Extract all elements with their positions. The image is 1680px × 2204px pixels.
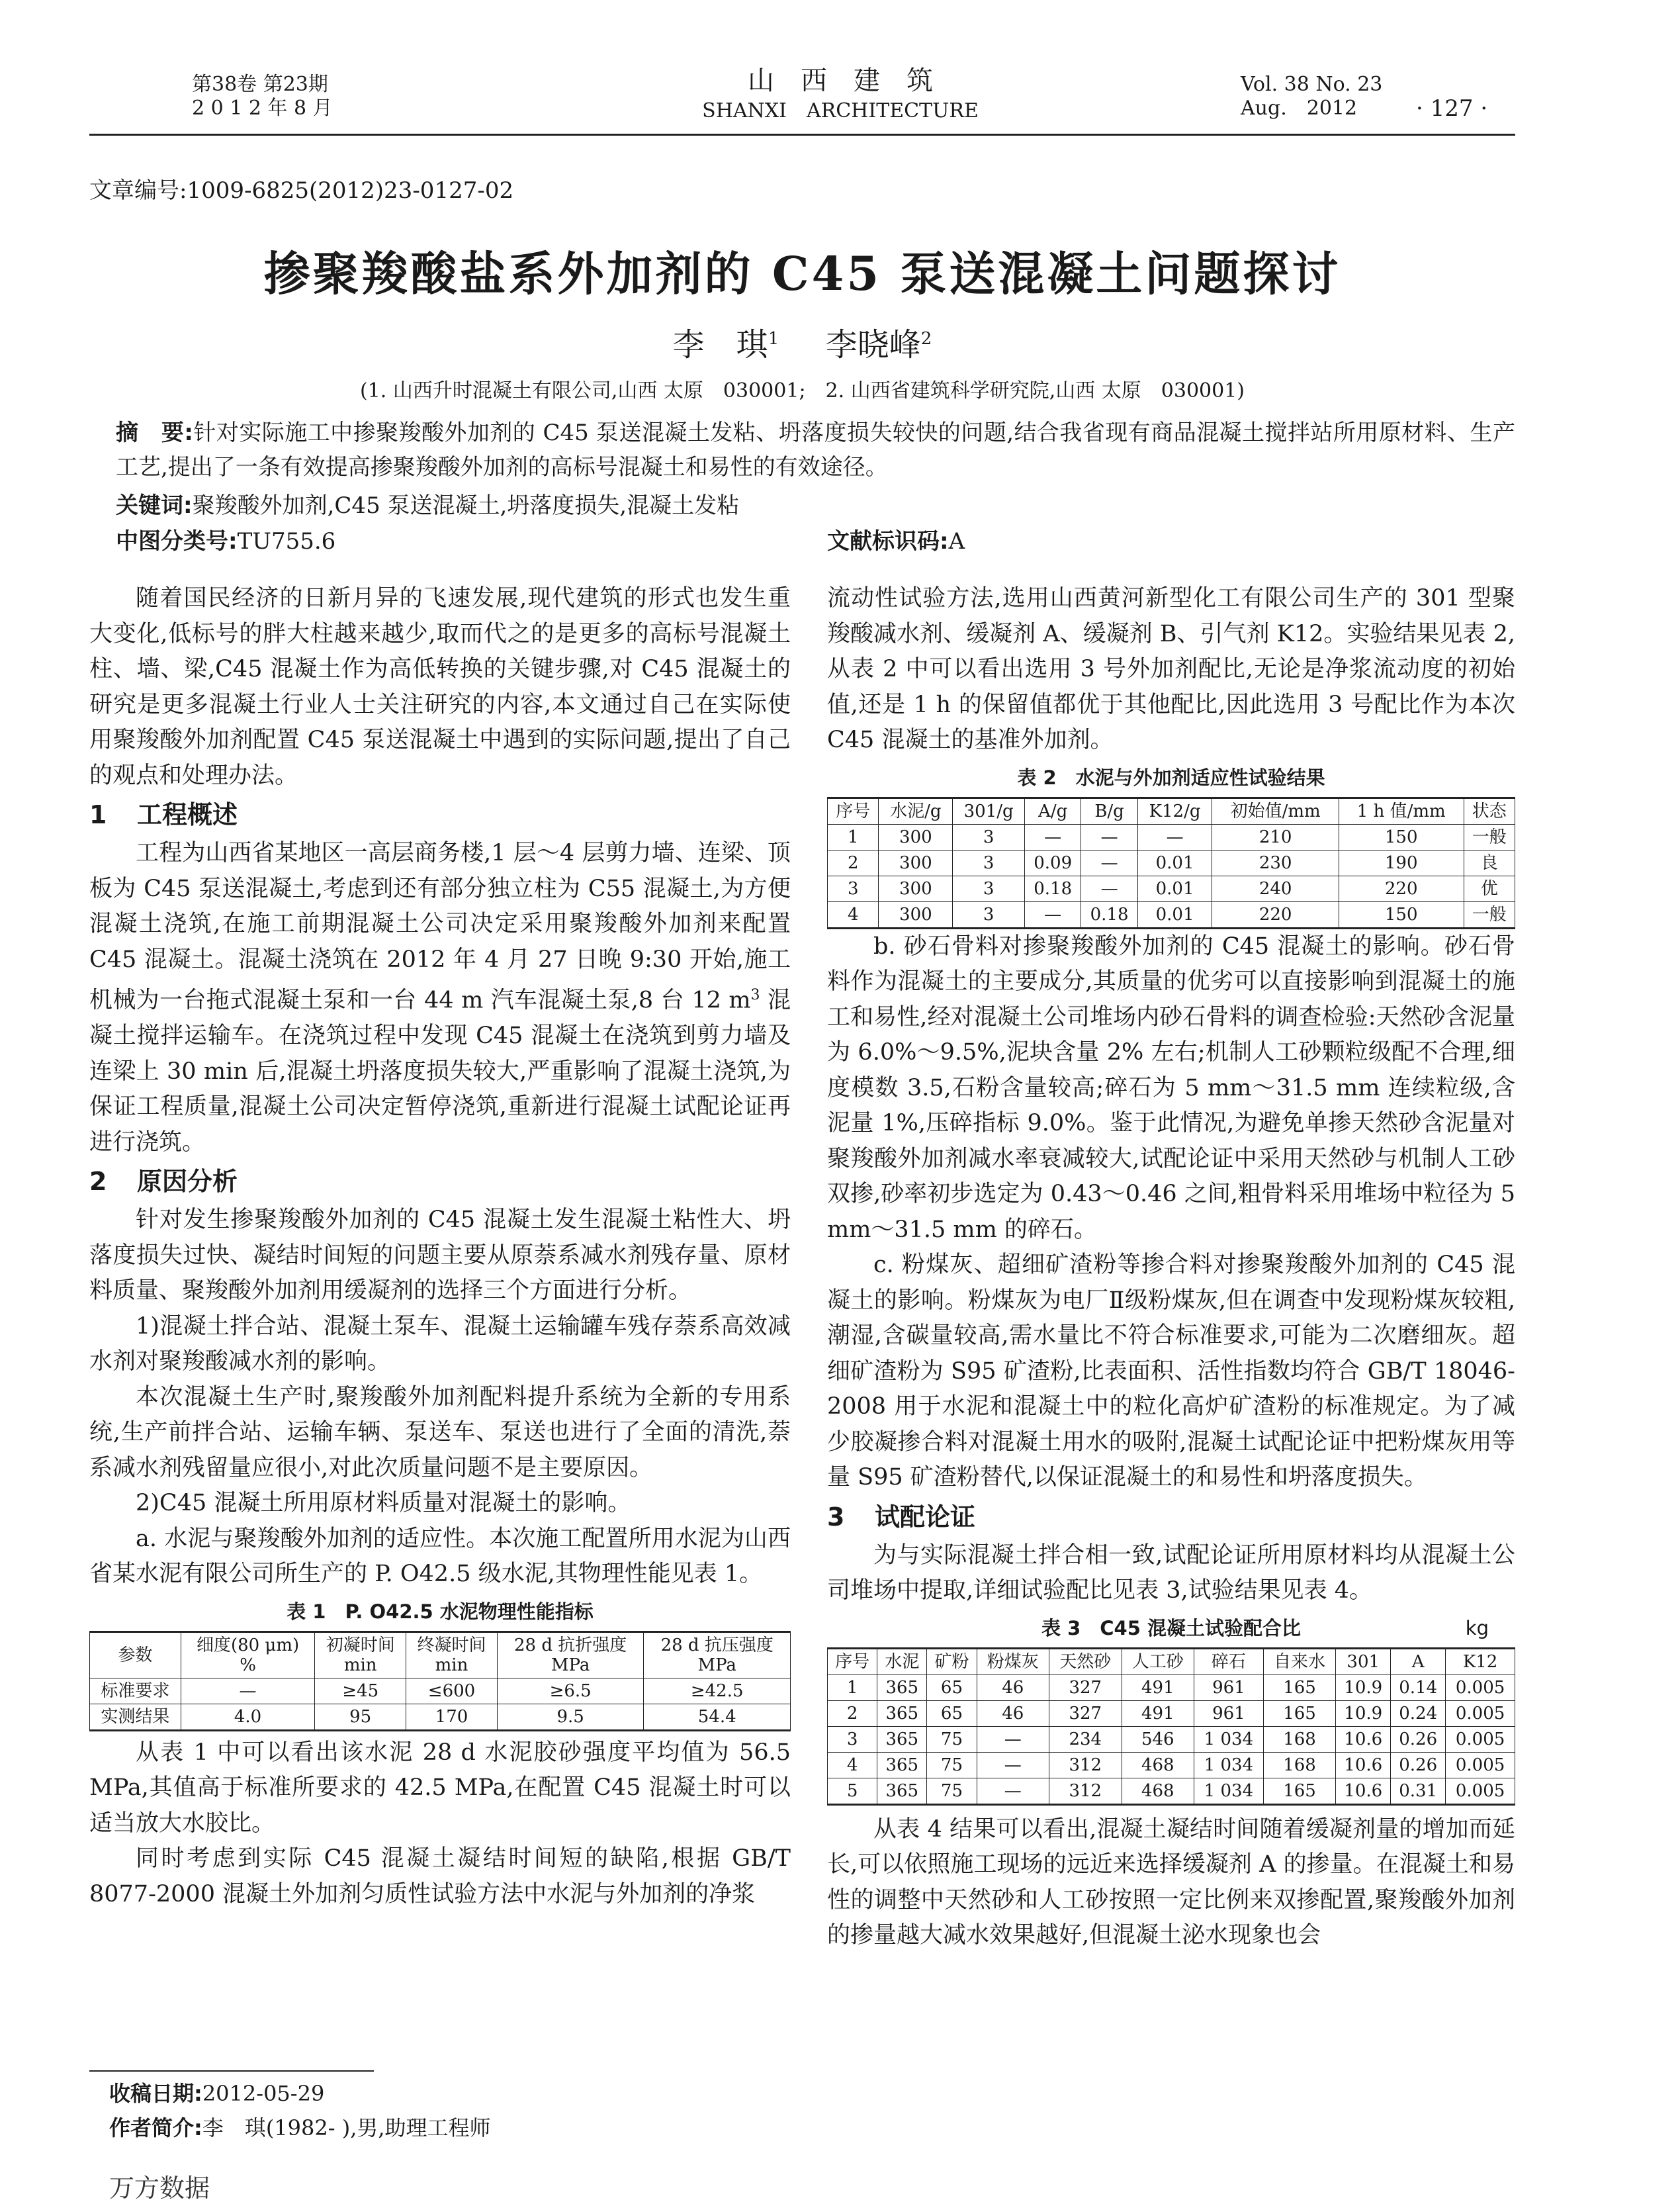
table-cell: 312 — [1049, 1752, 1122, 1778]
author-affil-mark: 1 — [768, 329, 779, 349]
table-row — [828, 850, 1515, 876]
table-header-cell: B/g — [1081, 798, 1137, 824]
table-cell: 0.31 — [1391, 1778, 1446, 1804]
table-cell: 3 — [953, 876, 1025, 901]
table-cell: ≥45 — [315, 1678, 406, 1704]
body-paragraph: 流动性试验方法,选用山西黄河新型化工有限公司生产的 301 型聚羧酸减水剂、缓凝剂 A、缓凝剂 B、引气剂 K12。实验结果见表 2,从表 2 中可以看出选用 3 号外加剂配比,无论是净浆流动度的初始值,还是 1 h 的保留值都优于其他配比,因此选用 3 号配比作为本次 C45 混凝土的基准外加剂。 — [827, 585, 1515, 753]
table-header-cell: K12 — [1446, 1648, 1515, 1675]
table-cell: 0.01 — [1137, 850, 1212, 876]
keywords — [116, 488, 1515, 523]
table-cell: 327 — [1049, 1675, 1122, 1700]
body-paragraph: 1)混凝土拌合站、混凝土泵车、混凝土运输罐车残存萘系高效减水剂对聚羧酸减水剂的影响。 — [89, 1312, 791, 1375]
table-header-cell: 参数 — [90, 1631, 181, 1678]
body-paragraph: 2)C45 混凝土所用原材料质量对混凝土的影响。 — [136, 1490, 631, 1517]
table-cell: 220 — [1212, 901, 1339, 928]
right-column — [827, 581, 1515, 1954]
table-cell: 9.5 — [497, 1704, 644, 1730]
table-cell: 3 — [953, 850, 1025, 876]
table-cell: ≥6.5 — [497, 1678, 644, 1704]
table-cell: 168 — [1263, 1726, 1335, 1752]
table-cell: 210 — [1212, 824, 1339, 850]
section-heading-2: 2 原因分析 — [89, 1167, 238, 1197]
table-cell: 468 — [1122, 1778, 1194, 1804]
table-header-cell: 天然砂 — [1049, 1648, 1122, 1675]
table-cell: 3 — [828, 876, 879, 901]
table-cell: 365 — [877, 1700, 927, 1726]
table-cell: 365 — [877, 1726, 927, 1752]
table-cell: 0.005 — [1446, 1726, 1515, 1752]
watermark: 万方数据 — [109, 2174, 210, 2203]
table-cell: 3 — [953, 901, 1025, 928]
table-cell: 65 — [927, 1700, 977, 1726]
table-cell: 0.01 — [1137, 901, 1212, 928]
table-cell: 961 — [1194, 1700, 1264, 1726]
table-cell: 75 — [927, 1726, 977, 1752]
table-header-cell: 矿粉 — [927, 1648, 977, 1675]
table-cell: 1 — [828, 824, 879, 850]
body-paragraph: c. 粉煤灰、超细矿渣粉等掺合料对掺聚羧酸外加剂的 C45 混凝土的影响。粉煤灰为电厂Ⅱ级粉煤灰,但在调查中发现粉煤灰较粗,潮湿,含碳量较高,需水量比不符合标准要求,可能为二次磨细灰。超细矿渣粉为 S95 矿渣粉,比表面积、活性指数均符合 GB/T 18046-2008 用于水泥和混凝土中的粒化高炉矿渣粉的标准规定。为了减少胶凝掺合料对混凝土用水的吸附,混凝土试配论证中把粉煤灰用等量 S95 矿渣粉替代,以保证混凝土的和易性和坍落度损失。 — [827, 1252, 1515, 1491]
table-row — [828, 1778, 1515, 1804]
table-cell: 168 — [1263, 1752, 1335, 1778]
table-cell: 良 — [1464, 850, 1515, 876]
table-cell: 234 — [1049, 1726, 1122, 1752]
table-cell: 0.005 — [1446, 1700, 1515, 1726]
page-number: · 127 · — [1416, 95, 1488, 122]
table-cell: 300 — [879, 901, 953, 928]
table-cell: 标准要求 — [90, 1678, 181, 1704]
table-cell: 165 — [1263, 1700, 1335, 1726]
abstract-label: 摘 要: — [116, 420, 193, 446]
author-name: 李 琪 — [672, 326, 768, 363]
table-cell: 0.005 — [1446, 1778, 1515, 1804]
body-paragraph: b. 砂石骨料对掺聚羧酸外加剂的 C45 混凝土的影响。砂石骨料作为混凝土的主要成分,其质量的优劣可以直接影响到混凝土的施工和易性,经对混凝土公司堆场内砂石骨料的调查检验:天然砂含泥量为 6.0%～9.5%,泥块含量 2% 左右;机制人工砂颗粒级配不合理,细度模数 3.5,石粉含量较高;碎石为 5 mm～31.5 mm 连续粒级,含泥量 1%,压碎指标 9.0%。鉴于此情况,为避免单掺天然砂含泥量对聚羧酸外加剂减水率衰减较大,试配论证中采用天然砂与机制人工砂双掺,砂率初步选定为 0.43～0.46 之间,粗骨料采用堆场中粒径为 5 mm～31.5 mm 的碎石。 — [827, 933, 1515, 1243]
table-cell: 0.14 — [1391, 1675, 1446, 1700]
doc-code-label: 文献标识码: — [827, 528, 949, 555]
keywords-label: 关键词: — [116, 492, 193, 519]
table-cell: 46 — [977, 1675, 1049, 1700]
table-cell: 4 — [828, 1752, 877, 1778]
table-cell: 1 034 — [1194, 1726, 1264, 1752]
table-cell: 2 — [828, 1700, 877, 1726]
table-cell: — — [1081, 876, 1137, 901]
table-cell: 10.9 — [1336, 1675, 1391, 1700]
table-cell: 4 — [828, 901, 879, 928]
table-2 — [827, 797, 1515, 929]
table-header-cell: 粉煤灰 — [977, 1648, 1049, 1675]
table-row — [90, 1704, 791, 1730]
author-name: 李晓峰 — [825, 326, 921, 363]
table-cell: 一般 — [1464, 824, 1515, 850]
table-cell: 0.26 — [1391, 1726, 1446, 1752]
table-cell: 0.18 — [1081, 901, 1137, 928]
table-cell: — — [1081, 850, 1137, 876]
body-paragraph: 从表 4 结果可以看出,混凝土凝结时间随着缓凝剂量的增加而延长,可以依照施工现场的远近来选择缓凝剂 A 的掺量。在混凝土和易性的调整中天然砂和人工砂按照一定比例来双掺配置,聚羧酸外加剂的掺量越大减水效果越好,但混凝土泌水现象也会 — [827, 1815, 1515, 1949]
table-header-cell: 301/g — [953, 798, 1025, 824]
table-cell: 150 — [1339, 901, 1464, 928]
table-cell: 491 — [1122, 1675, 1194, 1700]
table-header-cell: 序号 — [828, 1648, 877, 1675]
table-cell: 10.6 — [1336, 1752, 1391, 1778]
table-header-cell: A/g — [1024, 798, 1081, 824]
table-cell: 1 034 — [1194, 1778, 1264, 1804]
table-header-cell: 终凝时间 min — [406, 1631, 498, 1678]
table-cell: 230 — [1212, 850, 1339, 876]
table-header-cell: 水泥 — [877, 1648, 927, 1675]
table-row — [828, 1726, 1515, 1752]
table-cell: 468 — [1122, 1752, 1194, 1778]
clc-number — [116, 524, 335, 559]
received-value: 2012-05-29 — [202, 2081, 325, 2106]
table-cell: — — [1024, 824, 1081, 850]
table-cell: 0.26 — [1391, 1752, 1446, 1778]
table-header-cell: K12/g — [1137, 798, 1212, 824]
table-cell: — — [977, 1726, 1049, 1752]
table-cell: ≤600 — [406, 1678, 498, 1704]
table-cell: 220 — [1339, 876, 1464, 901]
clc-label: 中图分类号: — [116, 528, 238, 555]
table-cell: — — [1137, 824, 1212, 850]
table-cell: — — [1081, 824, 1137, 850]
table-cell: 10.6 — [1336, 1726, 1391, 1752]
table-header-cell: 序号 — [828, 798, 879, 824]
table-cell: 46 — [977, 1700, 1049, 1726]
body-paragraph: 从表 1 中可以看出该水泥 28 d 水泥胶砂强度平均值为 56.5 MPa,其值高于标准所要求的 42.5 MPa,在配置 C45 混凝土时可以适当放大水胶比。 — [89, 1739, 791, 1837]
table-cell: 1 — [828, 1675, 877, 1700]
abstract-text: 针对实际施工中掺聚羧酸外加剂的 C45 泵送混凝土发粘、坍落度损失较快的问题,结合我省现有商品混凝土搅拌站所用原材料、生产工艺,提出了一条有效提高掺聚羧酸外加剂的高标号混凝土和易性的有效途径。 — [116, 420, 1515, 481]
date-cn: 2 0 1 2 年 8 月 — [192, 97, 333, 120]
bio-label: 作者简介: — [109, 2115, 202, 2140]
table-header-cell: A — [1391, 1648, 1446, 1675]
table-cell: 165 — [1263, 1675, 1335, 1700]
table-cell: 0.24 — [1391, 1700, 1446, 1726]
table-cell: — — [1024, 901, 1081, 928]
table-row — [828, 901, 1515, 928]
table-cell: 365 — [877, 1752, 927, 1778]
table-header-cell: 人工砂 — [1122, 1648, 1194, 1675]
table-cell: 0.005 — [1446, 1752, 1515, 1778]
body-paragraph: 针对发生掺聚羧酸外加剂的 C45 混凝土发生混凝土粘性大、坍落度损失过快、凝结时间短的问题主要从原萘系减水剂残存量、原材料质量、聚羧酸外加剂用缓凝剂的选择三个方面进行分析。 — [89, 1207, 791, 1305]
doc-code-text: A — [948, 528, 965, 555]
table-cell: 0.18 — [1024, 876, 1081, 901]
table-1 — [89, 1631, 791, 1731]
table-cell: 240 — [1212, 876, 1339, 901]
body-paragraph: 工程为山西省某地区一高层商务楼,1 层～4 层剪力墙、连梁、顶板为 C45 泵送混凝土,考虑到还有部分独立柱为 C55 混凝土,为方便混凝土浇筑,在施工前期混凝土公司决定采用聚羧酸外加剂来配置 C45 混凝土。混凝土浇筑在 2012 年 4 月 27 日晚 9:30 开始,施工机械为一台拖式混凝土泵和一台 44 m 汽车混凝土泵,8 台 12 $m^3$ 混凝土搅拌运输车。在浇筑过程中发现 C45 混凝土在浇筑到剪力墙及连梁上 30 min 后,混凝土坍落度损失较大,严重影响了混凝土浇筑,为保证工程质量,混凝土公司决定暂停浇筑,重新进行混凝土试配论证再进行浇筑。 — [89, 840, 791, 1156]
table-header-row — [828, 798, 1515, 824]
intro-paragraph: 随着国民经济的日新月异的飞速发展,现代建筑的形式也发生重大变化,低标号的胖大柱越来越少,取而代之的是更多的高标号混凝土柱、墙、梁,C45 混凝土作为高低转换的关键步骤,对 C45 混凝土的研究是更多混凝土行业人士关注研究的内容,本文通过自己在实际使用聚羧酸外加剂配置 C45 泵送混凝土中遇到的实际问题,提出了自己的观点和处理办法。 — [89, 585, 791, 789]
table-row — [90, 1678, 791, 1704]
table-cell: 961 — [1194, 1675, 1264, 1700]
table-cell: 一般 — [1464, 901, 1515, 928]
table-cell: 300 — [879, 876, 953, 901]
table-cell: 优 — [1464, 876, 1515, 901]
table-cell: 0.005 — [1446, 1675, 1515, 1700]
table-cell: 1 034 — [1194, 1752, 1264, 1778]
body-paragraph: a. 水泥与聚羧酸外加剂的适应性。本次施工配置所用水泥为山西省某水泥有限公司所生产的 P. O42.5 级水泥,其物理性能见表 1。 — [89, 1525, 791, 1588]
article-number: 文章编号:1009-6825(2012)23-0127-02 — [89, 177, 514, 204]
table-row — [828, 1752, 1515, 1778]
body-paragraph: 本次混凝土生产时,聚羧酸外加剂配料提升系统为全新的专用系统,生产前拌合站、运输车辆、泵送车、泵送也进行了全面的清洗,萘系减水剂残留量应很小,对此次质量问题不是主要原因。 — [89, 1383, 791, 1481]
table-header-cell: 初始值/mm — [1212, 798, 1339, 824]
left-column — [89, 581, 791, 1912]
table-cell: 365 — [877, 1675, 927, 1700]
table-header-row — [828, 1648, 1515, 1675]
table-cell: 10.9 — [1336, 1700, 1391, 1726]
table-header-cell: 细度(80 μm) % — [181, 1631, 315, 1678]
table-cell: — — [181, 1678, 315, 1704]
table-cell: 3 — [828, 1726, 877, 1752]
body-paragraph: 为与实际混凝土拌合相一致,试配论证所用原材料均从混凝土公司堆场中提取,详细试验配比见表 3,试验结果见表 4。 — [827, 1541, 1515, 1604]
table-header-row — [90, 1631, 791, 1678]
clc-text: TU755.6 — [237, 528, 336, 555]
table-row — [828, 1675, 1515, 1700]
table-row — [828, 876, 1515, 901]
table-cell: 65 — [927, 1675, 977, 1700]
journal-name-en: SHANXI ARCHITECTURE — [702, 99, 979, 122]
journal-name-cn: 山 西 建 筑 — [748, 66, 933, 96]
table-cell: 170 — [406, 1704, 498, 1730]
table-cell: 150 — [1339, 824, 1464, 850]
table-cell: 95 — [315, 1704, 406, 1730]
table-1-caption: 表 1 P. O42.5 水泥物理性能指标 — [287, 1600, 594, 1623]
table-cell: 312 — [1049, 1778, 1122, 1804]
table-header-cell: 1 h 值/mm — [1339, 798, 1464, 824]
table-cell: 0.09 — [1024, 850, 1081, 876]
table-cell: 165 — [1263, 1778, 1335, 1804]
footnote-rule — [89, 2070, 374, 2072]
table-cell: ≥42.5 — [644, 1678, 791, 1704]
volume-issue-en: Vol. 38 No. 23 — [1241, 73, 1383, 96]
table-cell: 54.4 — [644, 1704, 791, 1730]
received-label: 收稿日期: — [109, 2081, 202, 2106]
table-cell: 75 — [927, 1752, 977, 1778]
table-cell: 546 — [1122, 1726, 1194, 1752]
header-rule — [89, 134, 1515, 136]
article-title: 掺聚羧酸盐系外加剂的 C45 泵送混凝土问题探讨 — [263, 246, 1341, 301]
table-cell: 300 — [879, 824, 953, 850]
table-header-cell: 水泥/g — [879, 798, 953, 824]
table-cell: — — [977, 1778, 1049, 1804]
table-row — [828, 824, 1515, 850]
table-2-caption: 表 2 水泥与外加剂适应性试验结果 — [1017, 766, 1325, 789]
table-cell: 实测结果 — [90, 1704, 181, 1730]
author-bio — [109, 2111, 491, 2144]
volume-issue-cn: 第38卷 第23期 — [192, 73, 328, 96]
table-cell: 3 — [953, 824, 1025, 850]
author-list — [89, 319, 1515, 365]
section-heading-1: 1 工程概述 — [89, 800, 238, 829]
table-header-cell: 初凝时间 min — [315, 1631, 406, 1678]
table-header-cell: 301 — [1336, 1648, 1391, 1675]
keywords-text: 聚羧酸外加剂,C45 泵送混凝土,坍落度损失,混凝土发粘 — [192, 492, 740, 519]
table-cell: 10.6 — [1336, 1778, 1391, 1804]
bio-value: 李 琪(1982- ),男,助理工程师 — [202, 2115, 491, 2140]
table-cell: 300 — [879, 850, 953, 876]
table-cell: 190 — [1339, 850, 1464, 876]
table-row — [828, 1700, 1515, 1726]
table-header-cell: 28 d 抗折强度 MPa — [497, 1631, 644, 1678]
abstract — [116, 416, 1515, 484]
table-cell: 2 — [828, 850, 879, 876]
received-date — [109, 2077, 324, 2110]
table-header-cell: 自来水 — [1263, 1648, 1335, 1675]
table-cell: 75 — [927, 1778, 977, 1804]
table-cell: 5 — [828, 1778, 877, 1804]
table-cell: 4.0 — [181, 1704, 315, 1730]
table-cell: 327 — [1049, 1700, 1122, 1726]
table-cell: — — [977, 1752, 1049, 1778]
affiliation: (1. 山西升时混凝土有限公司,山西 太原 030001; 2. 山西省建筑科学研究院,山西 太原 030001) — [359, 379, 1245, 402]
table-cell: 491 — [1122, 1700, 1194, 1726]
table-3-unit: kg — [1465, 1616, 1489, 1639]
table-header-cell: 碎石 — [1194, 1648, 1264, 1675]
body-paragraph: 同时考虑到实际 C45 混凝土凝结时间短的缺陷,根据 GB/T 8077-2000 混凝土外加剂匀质性试验方法中水泥与外加剂的净浆 — [89, 1845, 791, 1907]
section-heading-3: 3 试配论证 — [827, 1502, 976, 1532]
table-3-caption: 表 3 C45 混凝土试验配合比 kg — [827, 1612, 1515, 1645]
date-en: Aug. 2012 — [1241, 97, 1358, 120]
author-affil-mark: 2 — [920, 329, 932, 349]
table-header-cell: 状态 — [1464, 798, 1515, 824]
table-cell: 0.01 — [1137, 876, 1212, 901]
table-header-cell: 28 d 抗压强度 MPa — [644, 1631, 791, 1678]
document-code — [827, 524, 965, 559]
table-cell: 365 — [877, 1778, 927, 1804]
table-3 — [827, 1647, 1515, 1806]
